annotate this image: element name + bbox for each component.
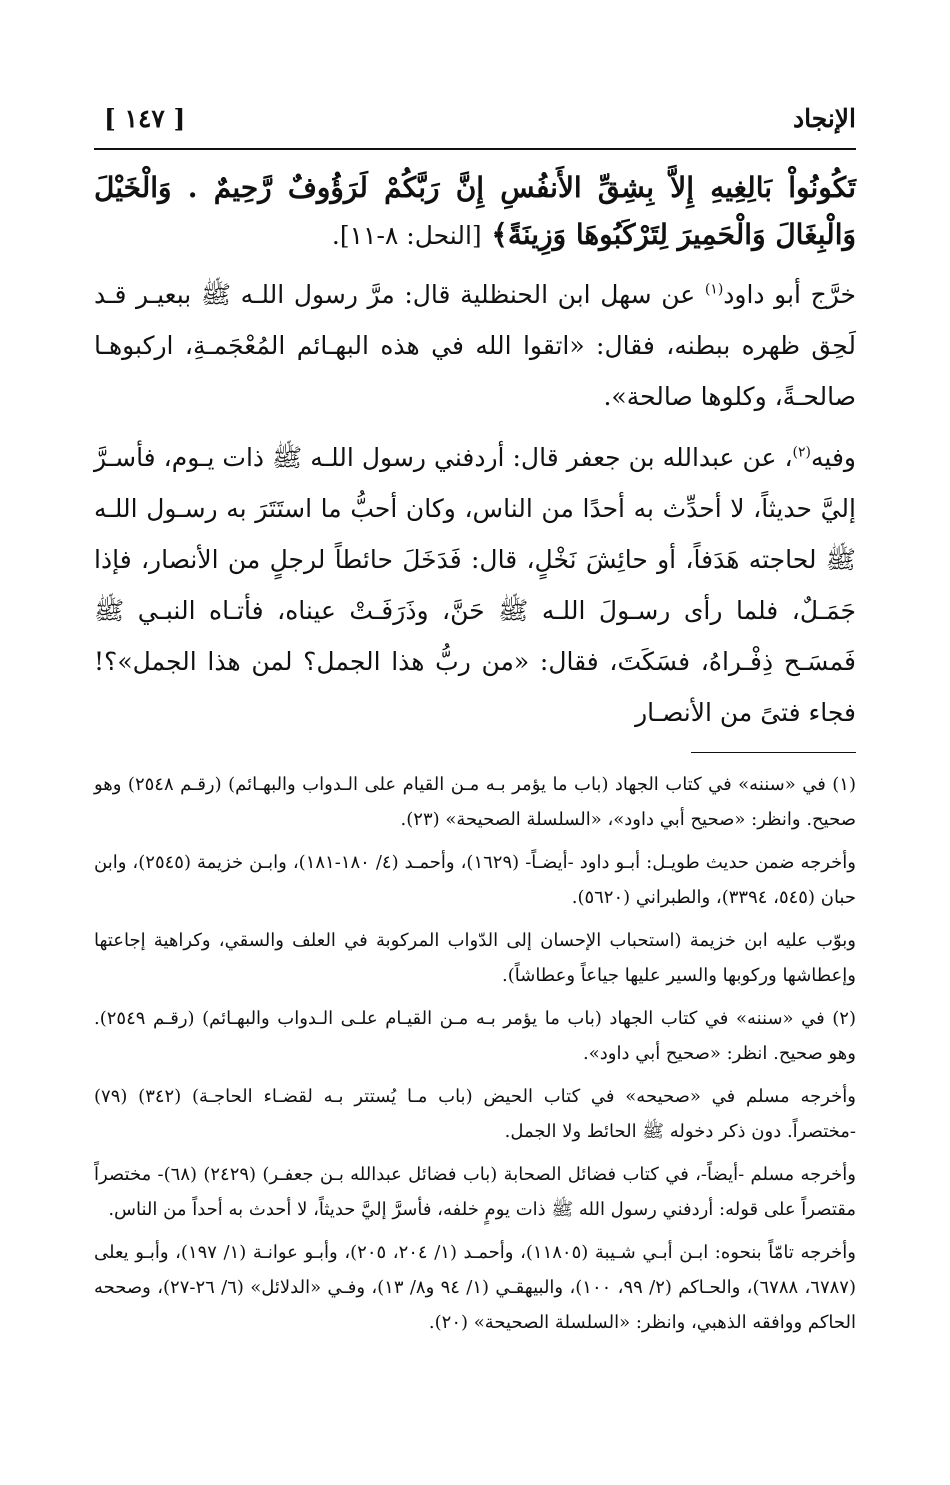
quran-verse [94, 164, 856, 259]
footnote: وأخرجه تامّاً بنحوه: ابـن أبـي شـيبة (١١٨٠٥)، وأحمـد (١/ ٢٠٤، ٢٠٥)، وأبـو عوانـة (١/ ١٩٧)، وأبـو يعلى (٦٧٨٧، ٦٧٨٨)، والحـاكم (٢/ ٩٩، ١٠٠)، والبيهقـي (١/ ٩٤ و٨/ ١٣)، وفـي «الدلائل» (٦/ ٢٦-٢٧)، وصححه الحاكم ووافقه الذهبي، وانظر: «السلسلة الصحيحة» (٢٠). [94, 1242, 856, 1333]
footnote-marker: (٢) [792, 444, 812, 461]
footnote: وبوّب عليه ابن خزيمة (استحباب الإحسان إلى الدّواب المركوبة في العلف والسقي، وكراهية إجاعتها وإعطاشها وركوبها والسير عليها جياعاً وعطاشاً). [94, 930, 856, 986]
footnote-separator [691, 752, 856, 753]
footnote-marker: (١) [704, 281, 724, 298]
book-page [94, 96, 856, 1445]
body-paragraph [94, 269, 856, 422]
footnotes [94, 767, 856, 1340]
footnote: وأخرجه مسلم في «صحيحه» في كتاب الحيض (باب مـا يُستتر بـه لقضـاء الحاجـة) (٣٤٢) (٧٩) -مختصراً. دون ذكر دخوله ﷺ الحائط ولا الجمل. [94, 1086, 856, 1142]
footnote: (١) في «سننه» في كتاب الجهاد (باب ما يؤمر بـه مـن القيام على الـدواب والبهـائم) (رقـم ٢٥٤٨) وهو صحيح. وانظر: «صحيح أبي داود»، «السلسلة الصحيحة» (٢٣). [94, 774, 856, 830]
quran-text: تَكُونُواْ بَالِغِيهِ إِلاَّ بِشِقِّ الأَنفُسِ إِنَّ رَبَّكُمْ لَرَؤُوفٌ رَّحِيمٌ . وَالْخَيْلَ وَالْبِغَالَ وَالْحَمِيرَ لِتَرْكَبُوهَا وَزِينَةً﴾ [94, 171, 856, 251]
body-paragraph [94, 432, 856, 738]
paragraph-text: عن سهل ابن الحنظلية قال: مرَّ رسول اللـه ﷺ ببعيـر قـد لَحِق ظهره ببطنه، فقال: «اتقوا الله في هذه البهـائم المُعْجَمـةِ، اركبوهـا صالحـةً، وكلوها صالحة». [94, 280, 856, 411]
footnote: (٢) في «سننه» في كتاب الجهاد (باب ما يؤمر بـه مـن القيـام علـى الـدواب والبهـائم) (رقـم ٢٥٤٩). وهو صحيح. انظر: «صحيح أبي داود». [94, 1008, 856, 1064]
paragraph-text: خرَّج أبو داود [723, 280, 856, 309]
quran-reference: [النحل: ٨-١١]. [331, 221, 482, 250]
running-title: الإنجاد [792, 104, 856, 133]
footnote: وأخرجه ضمن حديث طويـل: أبـو داود -أيضـاً- (١٦٢٩)، وأحمـد (٤/ ١٨٠-١٨١)، وابـن خزيمة (٢٥٤٥)، وابن حبان (٥٤٥، ٣٣٩٤)، والطبراني (٥٦٢٠). [94, 852, 856, 908]
footnote: وأخرجه مسلم -أيضاً-، في كتاب فضائل الصحابة (باب فضائل عبدالله بـن جعفـر) (٢٤٢٩) (٦٨)- مختصراً مقتصراً على قوله: أردفني رسول الله ﷺ ذات يومٍ خلفه، فأسرَّ إليَّ حديثاً، لا أحدث به أحداً من الناس. [94, 1164, 856, 1220]
paragraph-text: وفيه [811, 443, 856, 472]
page-number: [ ١٤٧ ] [104, 104, 186, 133]
running-header [94, 96, 856, 150]
paragraph-text: ، عن عبدالله بن جعفر قال: أردفني رسول اللـه ﷺ ذات يـوم، فأسـرَّ إليَّ حديثاً، لا أحدِّث به أحدًا من الناس، وكان أحبُّ ما استَتَرَ به رسـول اللـه ﷺ لحاجته هَدَفاً، أو حائِشَ نَخْلٍ، قال: فَدَخَلَ حائطاً لرجلٍ من الأنصار، فإذا جَمَـلٌ، فلما رأى رسـولَ اللـه ﷺ حَنَّ، وذَرَفَـتْ عيناه، فأتـاه النبـي ﷺ فَمسَـح ذِفْـراهُ، فسَكَتَ، فقال: «من ربُّ هذا الجمل؟ لمن هذا الجمل»؟! فجاء فتىً من الأنصـار [94, 443, 856, 727]
